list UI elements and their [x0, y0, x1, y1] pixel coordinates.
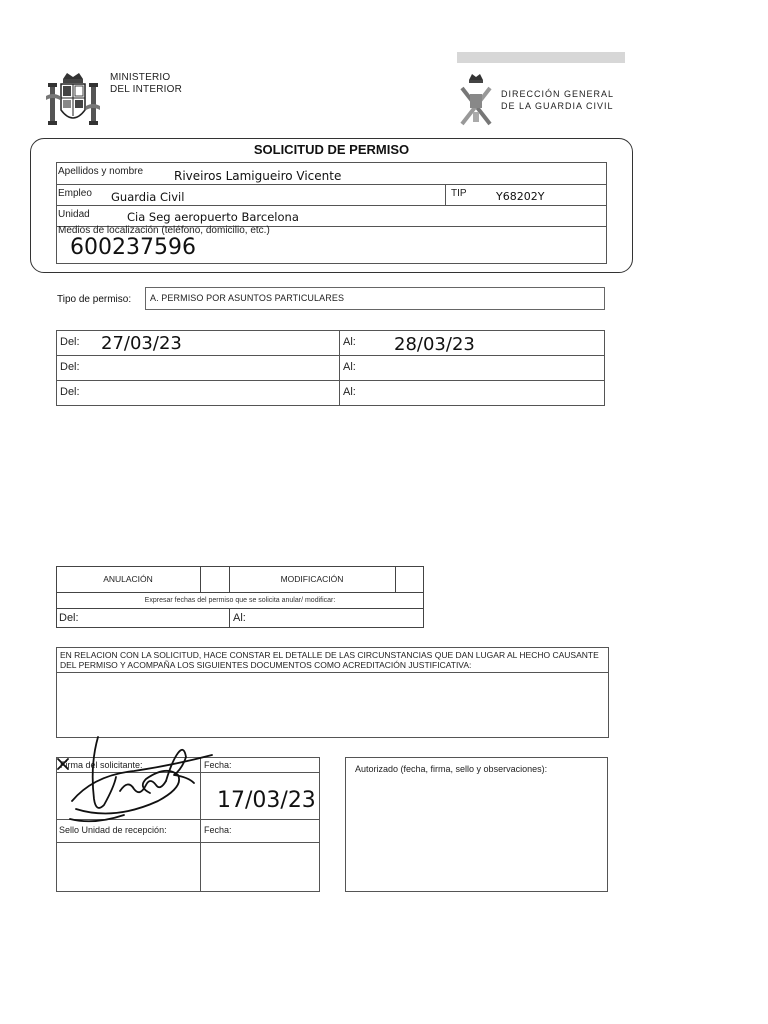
expresar-fechas-text: Expresar fechas del permiso que se solicita anular/ modificar: — [144, 597, 336, 604]
anulacion-divider — [56, 608, 424, 609]
dates-row-divider — [56, 355, 605, 356]
handwritten-signature — [54, 735, 224, 827]
ministry-line1: MINISTERIO — [110, 72, 171, 83]
ministry-line2: DEL INTERIOR — [110, 84, 183, 95]
relacion-field[interactable] — [57, 673, 608, 737]
tip-value[interactable]: Y68202Y — [496, 190, 545, 203]
sello-label: Sello Unidad de recepción: — [59, 825, 167, 835]
relacion-text: EN RELACION CON LA SOLICITUD, HACE CONSTAR EL DETALLE DE LAS CIRCUNSTANCIAS QUE DAN LUGAR AL HECHO CAUSANTE DEL PERMISO Y ACOMPAÑA LOS SIGUIENTES DOCUMENTOS COMO ACREDITACIÓN JUSTIFICATIVA: — [60, 650, 599, 670]
modificacion-label: MODIFICACIÓN — [280, 574, 344, 584]
sello-fecha-label: Fecha: — [204, 825, 232, 835]
date-al-label: Al: — [343, 386, 356, 398]
autorizado-box[interactable] — [345, 757, 608, 892]
apellidos-label: Apellidos y nombre — [58, 166, 144, 177]
form-title: SOLICITUD DE PERMISO — [253, 142, 410, 157]
date-del-label: Del: — [60, 336, 80, 348]
sig-divider — [56, 842, 320, 843]
date-al-label: Al: — [343, 336, 356, 348]
medios-value[interactable]: 600237596 — [70, 235, 196, 260]
date-del-label: Del: — [60, 386, 80, 398]
gc-line2: DE LA GUARDIA CIVIL — [501, 101, 614, 111]
firma-label: Firma del solicitante: — [60, 760, 143, 770]
guardia-civil-emblem-logo — [456, 72, 496, 128]
firma-fecha-label: Fecha: — [204, 760, 232, 770]
gc-line1: DIRECCIÓN GENERAL — [501, 89, 615, 99]
tipo-permiso-value: A. PERMISO POR ASUNTOS PARTICULARES — [150, 293, 345, 303]
ministry-name — [110, 72, 182, 96]
tipo-permiso-label: Tipo de permiso: — [57, 294, 132, 305]
unidad-value[interactable]: Cia Seg aeropuerto Barcelona — [127, 210, 299, 224]
empleo-label: Empleo — [58, 188, 92, 199]
dates-row-divider — [56, 380, 605, 381]
autorizado-label: Autorizado (fecha, firma, sello y observaciones): — [355, 764, 548, 774]
anul-al-label: Al: — [233, 612, 246, 624]
tip-divider — [445, 184, 446, 206]
dates-column-divider — [339, 330, 340, 406]
anulacion-divider — [229, 608, 230, 628]
anulacion-divider — [56, 592, 424, 593]
unidad-label: Unidad — [58, 209, 90, 220]
date-al-value[interactable]: 28/03/23 — [394, 334, 475, 355]
medios-label: Medios de localización (teléfono, domicilio, etc.) — [58, 225, 270, 236]
date-del-label: Del: — [60, 361, 80, 373]
apellidos-value[interactable]: Riveiros Lamigueiro Vicente — [174, 169, 342, 183]
firma-fecha-value[interactable]: 17/03/23 — [217, 788, 316, 813]
date-del-value[interactable]: 27/03/23 — [101, 333, 182, 354]
anulacion-label: ANULACIÓN — [103, 574, 153, 584]
date-al-label: Al: — [343, 361, 356, 373]
anulacion-checkbox[interactable] — [201, 567, 229, 592]
guardia-civil-name — [501, 88, 614, 112]
redaction-bar — [457, 52, 625, 63]
empleo-value[interactable]: Guardia Civil — [111, 190, 185, 204]
modificacion-checkbox[interactable] — [396, 567, 424, 592]
anul-del-label: Del: — [59, 612, 79, 624]
ministry-coat-of-arms-logo — [46, 70, 100, 130]
tip-label: TIP — [451, 188, 467, 199]
